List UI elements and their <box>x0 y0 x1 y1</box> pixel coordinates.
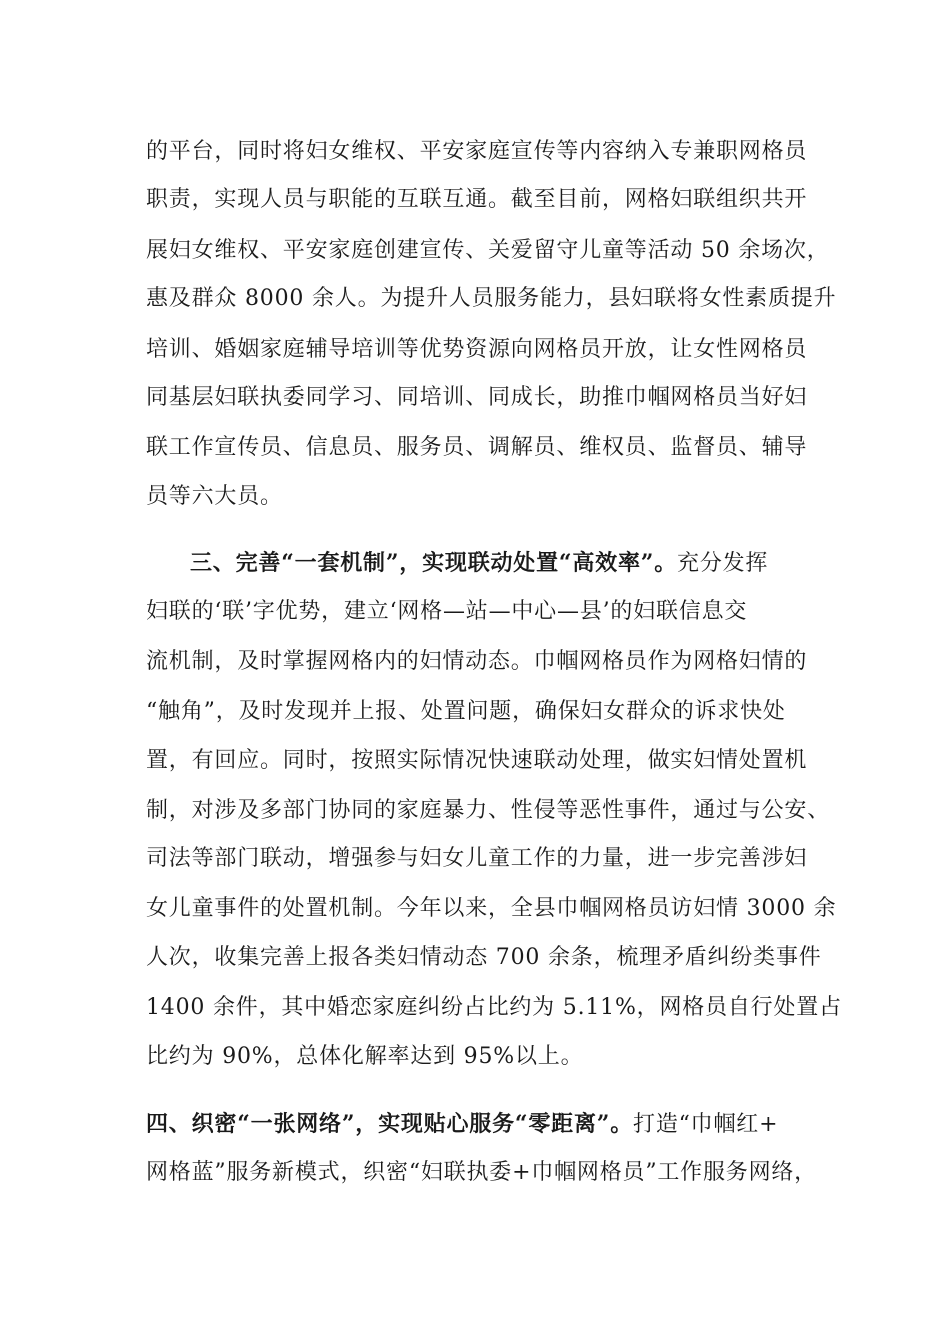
paragraph-line: 女儿童事件的处置机制。今年以来，全县巾帼网格员访妇情 3000 余 <box>146 896 837 921</box>
paragraph-text: 打造“巾帼红+ <box>633 1112 779 1137</box>
paragraph-line: 比约为 90%，总体化解率达到 95%以上。 <box>146 1044 584 1069</box>
paragraph-line: 妇联的‘联’字优势，建立‘网格—站—中心—县’的妇联信息交 <box>146 599 748 624</box>
paragraph-line: 联工作宣传员、信息员、服务员、调解员、维权员、监督员、辅导 <box>146 435 808 460</box>
section-heading-line <box>146 1109 826 1140</box>
paragraph-line: 员等六大员。 <box>146 484 283 509</box>
paragraph-line: 培训、婚姻家庭辅导培训等优势资源向网格员开放，让女性网格员 <box>146 337 808 362</box>
paragraph-line: 惠及群众 8000 余人。为提升人员服务能力，县妇联将女性素质提升 <box>146 286 837 311</box>
paragraph-line: 流机制，及时掌握网格内的妇情动态。巾帼网格员作为网格妇情的 <box>146 649 808 674</box>
paragraph-line: 同基层妇联执委同学习、同培训、同成长，助推巾帼网格员当好妇 <box>146 385 808 410</box>
paragraph-line: 职责，实现人员与职能的互联互通。截至目前，网格妇联组织共开 <box>146 187 808 212</box>
section-heading: 四、织密“一张网络”，实现贴心服务“零距离”。 <box>146 1111 634 1137</box>
section-heading-line <box>190 548 826 579</box>
paragraph-line: 1400 余件，其中婚恋家庭纠纷占比约为 5.11%，网格员自行处置占 <box>146 995 842 1020</box>
paragraph-line: 的平台，同时将妇女维权、平安家庭宣传等内容纳入专兼职网格员 <box>146 139 808 164</box>
paragraph-line: 网格蓝”服务新模式，织密“妇联执委+巾帼网格员”工作服务网络， <box>146 1160 817 1185</box>
paragraph-line: 展妇女维权、平安家庭创建宣传、关爱留守儿童等活动 50 余场次， <box>146 238 830 263</box>
paragraph-line: 司法等部门联动，增强参与妇女儿童工作的力量，进一步完善涉妇 <box>146 846 808 871</box>
paragraph-text: 充分发挥 <box>677 551 769 576</box>
paragraph-line: 置，有回应。同时，按照实际情况快速联动处理，做实妇情处置机 <box>146 748 808 773</box>
section-heading: 三、完善“一套机制”，实现联动处置“高效率”。 <box>190 550 678 576</box>
paragraph-line: 制，对涉及多部门协同的家庭暴力、性侵等恶性事件，通过与公安、 <box>146 798 831 823</box>
paragraph-line: “触角”，及时发现并上报、处置问题，确保妇女群众的诉求快处 <box>146 699 786 724</box>
paragraph-line: 人次，收集完善上报各类妇情动态 700 余条，梳理矛盾纠纷类事件 <box>146 945 822 970</box>
